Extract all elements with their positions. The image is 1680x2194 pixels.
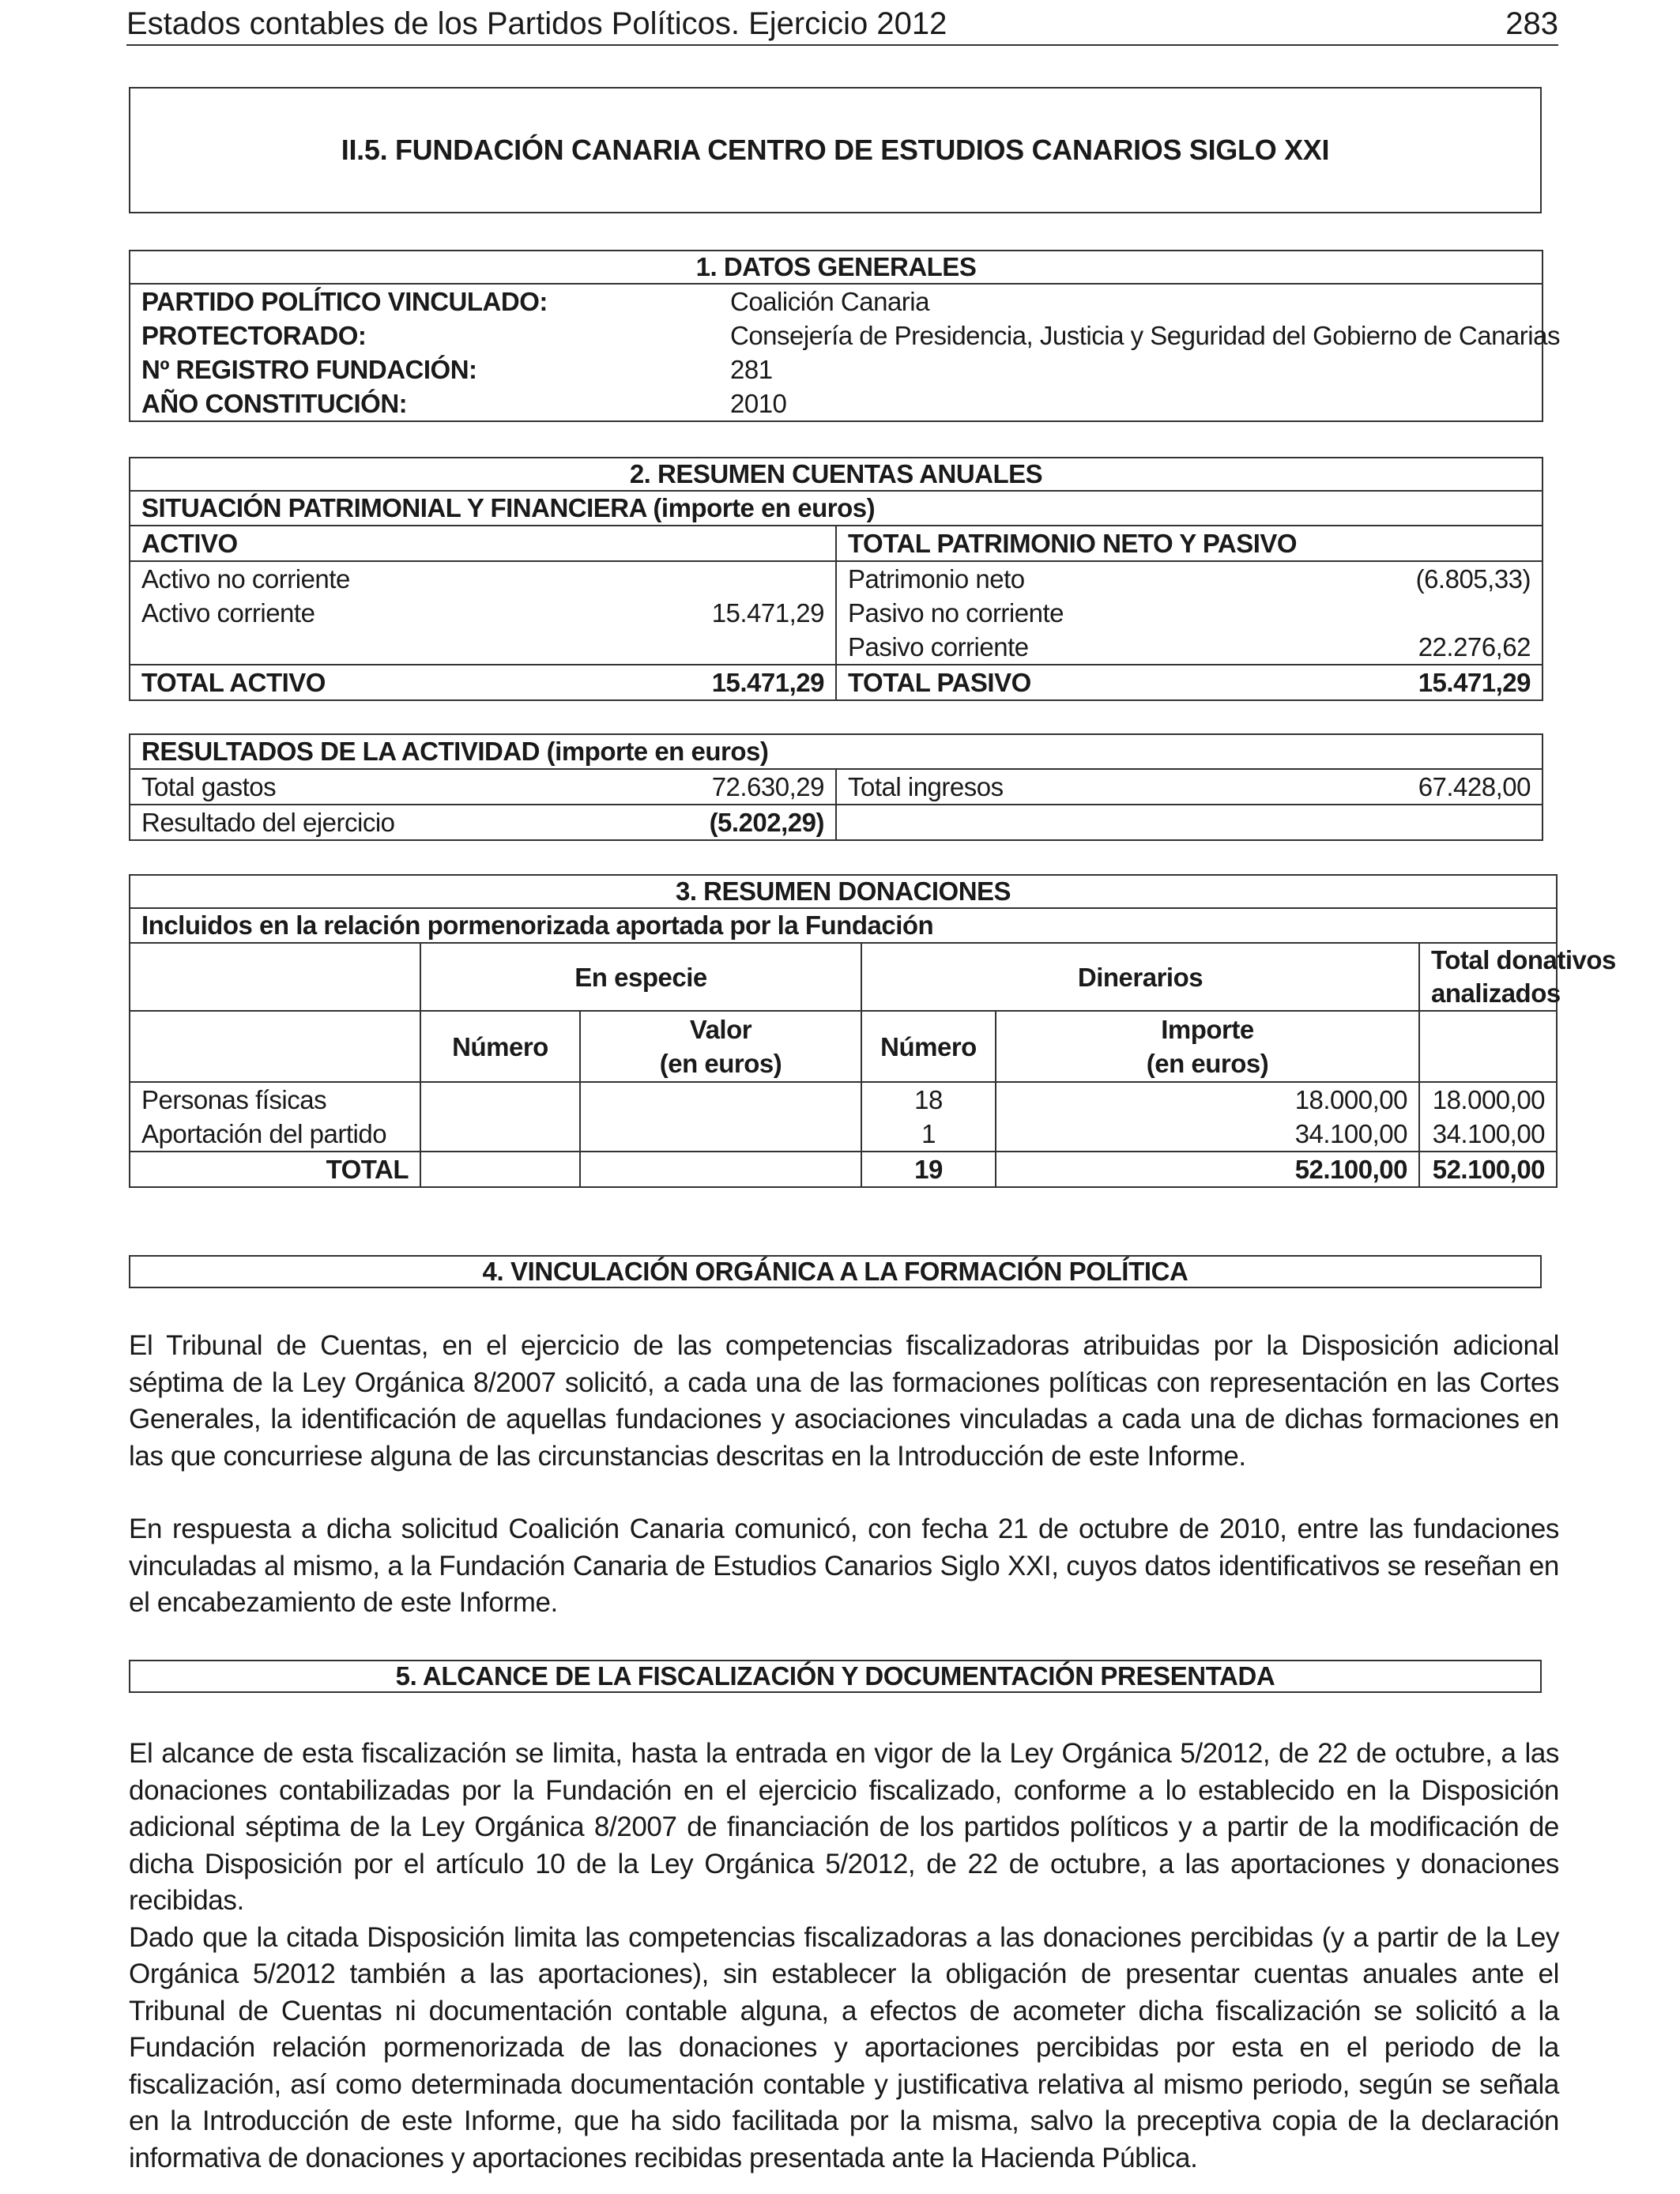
donaciones-table <box>129 874 1616 1188</box>
cell: Pasivo no corriente <box>848 598 1064 628</box>
dinerarios-heading: Dinerarios <box>861 943 1419 1011</box>
cell: Resultado del ejercicio <box>141 808 395 837</box>
total-donativos-line2: analizados <box>1431 978 1561 1008</box>
cell: 18 <box>861 1082 996 1117</box>
numero-especie-heading: Número <box>420 1011 580 1082</box>
total-num: 19 <box>861 1152 996 1187</box>
table-row <box>130 769 1543 805</box>
total-activo-label: TOTAL ACTIVO <box>141 668 326 697</box>
table-row <box>130 1152 1557 1187</box>
section5-paragraph-2: Dado que la citada Disposición limita las competencias fiscalizadoras a las donaciones percibidas (y a partir de la Ley Orgánica 5/2012 también a las aportaciones), sin establecer la obligación de presentar cuentas anuales ante el Tribunal de Cuentas ni documentación contable alguna, a efectos de acometer dicha fiscalización se solicitó a la Fundación relación pormenorizada de las donaciones y aportaciones percibidas por esta en el periodo de la fiscalización, así como determinada documentación contable y justificativa relativa al mismo periodo, según se señala en la Introducción de este Informe, que ha sido facilitada por la misma, salvo la preceptiva copia de la declaración informativa de donaciones y aportaciones recibidas presentada ante la Hacienda Pública. <box>129 1921 1559 2173</box>
section4-paragraph-1: El Tribunal de Cuentas, en el ejercicio de las competencias fiscalizadoras atribuidas por la Disposición adicional séptima de la Ley Orgánica 8/2007 solicitó, a cada una de las formaciones políticas con representación en las Cortes Generales, la identificación de aquellas fundaciones y asociaciones vinculadas a cada una de dichas formaciones en las que concurriese alguna de las circunstancias descritas en la Introducción de este Informe. <box>129 1330 1559 1472</box>
activo-heading: ACTIVO <box>130 526 836 561</box>
table-row <box>130 352 1543 386</box>
cell: Personas físicas <box>130 1082 420 1117</box>
cell: 72.630,29 <box>683 769 836 805</box>
datos-generales-heading: 1. DATOS GENERALES <box>130 251 1543 284</box>
cell <box>1334 596 1543 630</box>
document-title: II.5. FUNDACIÓN CANARIA CENTRO DE ESTUDIOS CANARIOS SIGLO XXI <box>341 134 1330 166</box>
cell: 1 <box>861 1117 996 1152</box>
importe-line2: (en euros) <box>1146 1049 1269 1078</box>
cell: 34.100,00 <box>1419 1117 1557 1152</box>
total-importe: 52.100,00 <box>996 1152 1419 1187</box>
importe-line1: Importe <box>1161 1015 1254 1044</box>
resumen-subheading: SITUACIÓN PATRIMONIAL Y FINANCIERA (importe en euros) <box>130 491 1543 526</box>
cell: Activo corriente <box>141 598 315 628</box>
table-row <box>130 596 1543 630</box>
section5-body <box>129 1736 1559 2177</box>
total-pasivo-label: TOTAL PASIVO <box>848 668 1031 697</box>
document-title-box <box>129 87 1542 213</box>
field-label: PROTECTORADO: <box>141 321 367 350</box>
table-row <box>130 1117 1557 1152</box>
table-row <box>130 284 1543 319</box>
table-row <box>130 561 1543 596</box>
field-label: PARTIDO POLÍTICO VINCULADO: <box>141 287 548 316</box>
numero-dinerarios-heading: Número <box>861 1011 996 1082</box>
section4-body <box>129 1328 1559 1622</box>
running-header-title: Estados contables de los Partidos Políticos. Ejercicio 2012 <box>126 6 947 41</box>
resultados-table <box>129 733 1543 841</box>
pasivo-heading: TOTAL PATRIMONIO NETO Y PASIVO <box>836 526 1543 561</box>
running-header <box>126 3 1558 46</box>
table-row <box>130 319 1543 352</box>
cell <box>130 630 683 665</box>
field-value: 2010 <box>730 389 787 418</box>
resultados-heading: RESULTADOS DE LA ACTIVIDAD (importe en euros) <box>130 734 1543 769</box>
table-row <box>130 386 1543 421</box>
total-activo-value: 15.471,29 <box>683 665 836 700</box>
resumen-cuentas-table <box>129 457 1543 701</box>
table-row <box>130 805 1543 840</box>
cell <box>683 561 836 596</box>
cell: Activo no corriente <box>141 564 350 594</box>
section4-paragraph-2: En respuesta a dicha solicitud Coalición Canaria comunicó, con fecha 21 de octubre de 2010, entre las fundaciones vinculadas al mismo, a la Fundación Canaria de Estudios Canarios Siglo XXI, cuyos datos identificativos se reseñan en el encabezamiento de este Informe. <box>129 1514 1559 1618</box>
valor-line1: Valor <box>689 1015 752 1044</box>
field-value: 281 <box>730 355 773 384</box>
cell: (5.202,29) <box>683 805 836 840</box>
cell: 34.100,00 <box>996 1117 1419 1152</box>
cell: (6.805,33) <box>1415 564 1531 594</box>
cell: Aportación del partido <box>130 1117 420 1152</box>
cell: Patrimonio neto <box>848 564 1025 594</box>
table-row <box>130 1082 1557 1117</box>
total-total: 52.100,00 <box>1432 1155 1546 1184</box>
resumen-heading: 2. RESUMEN CUENTAS ANUALES <box>130 458 1543 491</box>
page-number: 283 <box>1505 6 1558 41</box>
valor-line2: (en euros) <box>659 1049 782 1078</box>
table-row <box>130 665 1543 700</box>
cell <box>683 630 836 665</box>
field-label: AÑO CONSTITUCIÓN: <box>141 389 408 418</box>
cell: 18.000,00 <box>996 1082 1419 1117</box>
cell: Total ingresos <box>836 769 1334 805</box>
en-especie-heading: En especie <box>420 943 861 1011</box>
total-donativos-heading <box>1419 943 1616 1011</box>
total-label: TOTAL <box>130 1152 420 1187</box>
field-value: Consejería de Presidencia, Justicia y Seguridad del Gobierno de Canarias <box>730 321 1560 350</box>
cell: 67.428,00 <box>1334 769 1543 805</box>
cell: Pasivo corriente <box>836 630 1334 665</box>
valor-heading <box>580 1011 861 1082</box>
section5-heading: 5. ALCANCE DE LA FISCALIZACIÓN Y DOCUMENTACIÓN PRESENTADA <box>129 1660 1542 1693</box>
cell: Total gastos <box>130 769 683 805</box>
donaciones-heading: 3. RESUMEN DONACIONES <box>130 875 1557 908</box>
table-row <box>130 630 1543 665</box>
cell: 22.276,62 <box>1334 630 1543 665</box>
field-value: Coalición Canaria <box>730 287 929 316</box>
datos-generales-table <box>129 250 1560 422</box>
total-pasivo-value: 15.471,29 <box>1418 668 1531 697</box>
total-donativos-line1: Total donativos <box>1431 945 1616 974</box>
importe-heading <box>996 1011 1419 1082</box>
field-label: Nº REGISTRO FUNDACIÓN: <box>141 355 477 384</box>
donaciones-subheading: Incluidos en la relación pormenorizada aportada por la Fundación <box>130 908 1557 943</box>
cell: 15.471,29 <box>683 596 836 630</box>
section4-heading: 4. VINCULACIÓN ORGÁNICA A LA FORMACIÓN POLÍTICA <box>129 1255 1542 1288</box>
cell: 18.000,00 <box>1432 1085 1546 1114</box>
section5-paragraph-1: El alcance de esta fiscalización se limita, hasta la entrada en vigor de la Ley Orgánica 5/2012, de 22 de octubre, a las donaciones contabilizadas por la Fundación en el ejercicio fiscalizado, conforme a lo establecido en la Disposición adicional séptima de la Ley Orgánica 8/2007 de financiación de los partidos políticos y a partir de la modificación de dicha Disposición por el artículo 10 de la Ley Orgánica 5/2012, de 22 de octubre, a las aportaciones y donaciones recibidas. <box>129 1738 1559 1916</box>
